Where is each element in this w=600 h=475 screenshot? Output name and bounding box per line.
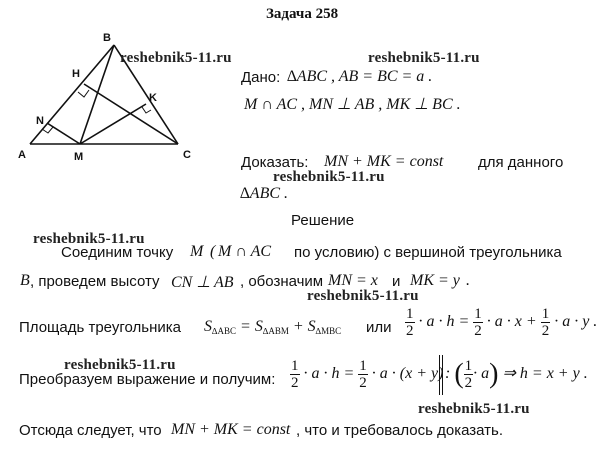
prove-label: Доказать:	[241, 154, 309, 171]
area-label: Площадь треугольника	[19, 319, 181, 336]
para1b-mk: MK = y	[410, 272, 460, 289]
conclusion-end: , что и требовалось доказать.	[296, 422, 504, 439]
fraction: $\frac{1}{2}$	[291, 358, 299, 391]
label-h: H	[72, 68, 80, 80]
para1b-altitude: CN ⊥ AB	[171, 274, 234, 291]
right-angle-k	[142, 107, 151, 113]
area-fraction-equation: $\frac{1}{2}$ · a · h = $\frac{1}{2}$ · a · x + $\frac{1}{2}$ · a · y .	[406, 306, 598, 339]
perpendicular-mk	[80, 104, 146, 144]
para1b-altitude-text: , проведем высоту	[30, 273, 160, 290]
right-angle-h	[78, 90, 89, 97]
divider-bar	[439, 355, 443, 395]
watermark: reshebnik5-11.ru	[120, 50, 232, 66]
para1b-dot: .	[466, 272, 470, 289]
conclusion-start: Отсюда следует, что	[19, 422, 162, 439]
watermark: reshebnik5-11.ru	[64, 357, 176, 373]
fraction: $\frac{1}{2}$	[406, 306, 414, 339]
prove-tail: для данного	[478, 154, 564, 171]
segment-bm	[80, 45, 114, 144]
area-or: или	[366, 319, 392, 336]
fraction: $\frac{1}{2}$	[464, 358, 473, 391]
watermark: reshebnik5-11.ru	[33, 231, 145, 247]
prove-expression: MN + MK = const	[324, 153, 444, 170]
para1b-and: и	[392, 273, 401, 290]
watermark: reshebnik5-11.ru	[418, 401, 530, 417]
fraction: $\frac{1}{2}$	[359, 358, 367, 391]
given-line2: M ∩ AC , MN ⊥ AB , MK ⊥ BC .	[244, 96, 461, 113]
prove-triangle: ∆ABC .	[240, 185, 289, 202]
fraction: $\frac{1}{2}$	[541, 306, 550, 339]
conclusion-expression: MN + MK = const	[171, 421, 291, 438]
label-b: B	[103, 32, 111, 44]
label-c: C	[183, 149, 191, 161]
label-n: N	[36, 115, 44, 127]
given-label: Дано:	[241, 69, 281, 86]
para1-paren: (	[210, 243, 216, 260]
para1-start: Соединим точку	[61, 244, 174, 261]
watermark: reshebnik5-11.ru	[273, 169, 385, 185]
para1b-denote: , обозначим	[240, 273, 324, 290]
given-line1: ∆ABC , AB = BC = a .	[287, 68, 433, 85]
area-formula: $S_{\Delta ABC} = S_{\Delta ABM} + S_{\Delta MBC}$	[204, 318, 342, 336]
solution-heading: Решение	[291, 212, 355, 229]
page-title: Задача 258	[266, 6, 339, 22]
transform-divisor: : ( $\frac{1}{2}$ · a) ⇒ h = x + y .	[445, 358, 588, 391]
transform-label: Преобразуем выражение и получим:	[19, 371, 276, 388]
transform-equation: $\frac{1}{2}$ · a · h = $\frac{1}{2}$ · a · (x + y)	[291, 358, 444, 391]
perpendicular-mn	[47, 123, 80, 144]
para1b-mn: MN = x	[328, 272, 378, 289]
para1b-b: B	[20, 272, 30, 289]
watermark: reshebnik5-11.ru	[368, 50, 480, 66]
label-a: A	[18, 149, 26, 161]
triangle-figure	[0, 0, 240, 175]
label-k: K	[149, 92, 157, 104]
para1-end: по условию) с вершиной треугольника	[294, 244, 562, 261]
watermark: reshebnik5-11.ru	[307, 288, 419, 304]
label-m: M	[74, 151, 84, 163]
para1-condition: M ∩ AC	[218, 243, 272, 260]
para1-point-m: M	[190, 243, 204, 260]
fraction: $\frac{1}{2}$	[474, 306, 482, 339]
